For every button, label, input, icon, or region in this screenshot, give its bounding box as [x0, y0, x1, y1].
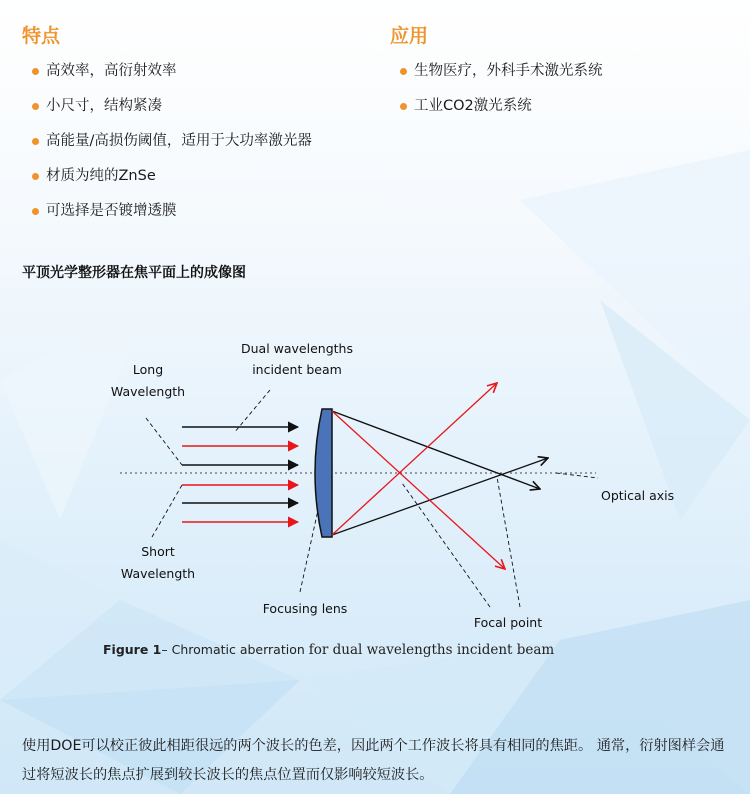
list-item: [32, 130, 382, 165]
caption-mid: – Chromatic aberration: [161, 642, 309, 657]
list-item: [32, 200, 382, 235]
description-paragraph: 使用DOE可以校正彼此相距很远的两个波长的色差，因此两个工作波长将具有相同的焦距。 通常，衍射图样会通过将短波长的焦点扩展到较长波长的焦点位置而仅影响较短波长。: [22, 738, 725, 783]
refracted-ray-short: [332, 383, 497, 535]
list-item: [32, 60, 382, 95]
applications-section: [390, 24, 730, 130]
features-section: [22, 24, 382, 235]
application-text: 工业CO2激光系统: [414, 98, 532, 114]
leader-line: [300, 510, 318, 592]
caption-rest: for dual wavelengths incident beam: [308, 642, 555, 658]
list-item: [32, 95, 382, 130]
label-dual: Dual wavelengths: [241, 341, 353, 356]
feature-text: 材质为纯的ZnSe: [46, 168, 156, 184]
application-text: 生物医疗，外科手术激光系统: [414, 63, 603, 79]
bullet-icon: [32, 208, 39, 215]
refracted-ray-long: [332, 458, 548, 535]
list-item: [400, 60, 730, 95]
label-incident-beam: incident beam: [252, 362, 342, 377]
leader-line: [402, 483, 490, 607]
bullet-icon: [400, 68, 407, 75]
applications-title: 应用: [390, 25, 429, 47]
label-wavelength-long: Wavelength: [110, 384, 186, 399]
list-item: [32, 165, 382, 200]
label-short: Short: [141, 544, 175, 559]
focusing-lens: [315, 409, 332, 537]
figure-caption: [103, 642, 554, 658]
bullet-icon: [400, 103, 407, 110]
feature-text: 高能量/高损伤阈值，适用于大功率激光器: [46, 133, 312, 149]
leader-line: [497, 477, 520, 607]
refracted-ray-long: [332, 411, 540, 489]
refracted-ray-short: [332, 411, 505, 569]
label-focal-point: Focal point: [473, 615, 543, 630]
caption-figure-number: Figure 1: [103, 642, 162, 657]
label-focusing-lens: Focusing lens: [262, 601, 348, 616]
bullet-icon: [32, 68, 39, 75]
chromatic-aberration-diagram: [0, 320, 750, 680]
list-item: [400, 95, 730, 130]
bullet-icon: [32, 138, 39, 145]
feature-text: 小尺寸，结构紧凑: [46, 98, 162, 114]
label-long: Long: [132, 362, 164, 377]
leader-line: [556, 473, 598, 478]
diagram-title: 平顶光学整形器在焦平面上的成像图: [22, 265, 246, 281]
features-list: [22, 60, 382, 235]
features-title: 特点: [22, 25, 61, 47]
bullet-icon: [32, 103, 39, 110]
feature-text: 高效率，高衍射效率: [46, 63, 177, 79]
leader-line: [146, 418, 182, 465]
applications-list: [390, 60, 730, 130]
label-optical-axis: Optical axis: [601, 488, 675, 503]
bullet-icon: [32, 173, 39, 180]
feature-text: 可选择是否镀增透膜: [46, 203, 177, 219]
label-wavelength-short: Wavelength: [120, 566, 196, 581]
leader-line: [152, 485, 182, 537]
